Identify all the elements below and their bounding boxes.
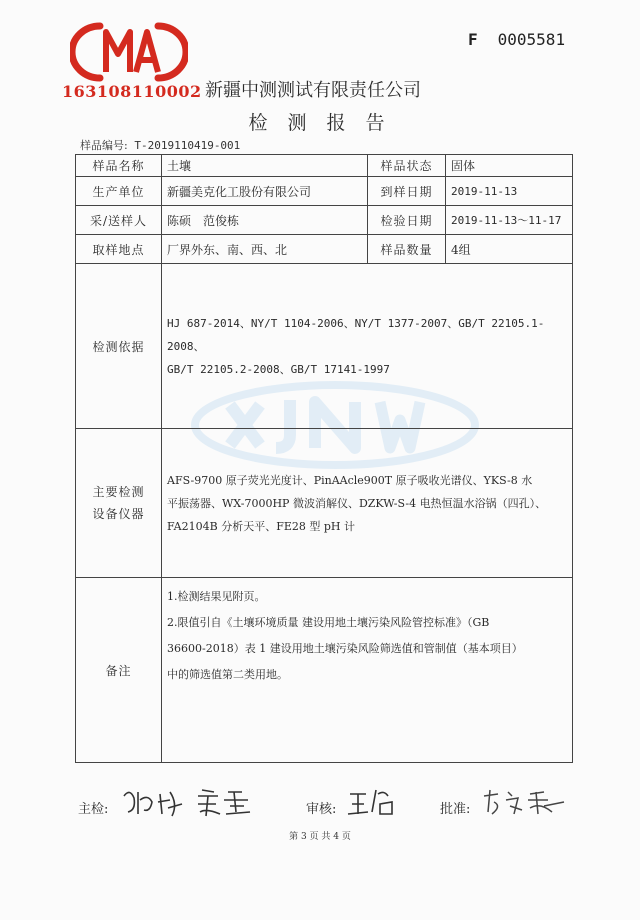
equipment-label-line-2: 设备仪器 — [92, 507, 145, 521]
company-name: 新疆中测测试有限责任公司 — [205, 80, 421, 101]
quantity-value: 4组 — [446, 235, 573, 264]
location-value: 厂界外东、南、西、北 — [162, 235, 368, 264]
approver-signature — [478, 782, 568, 822]
basis-label: 检测依据 — [76, 264, 162, 429]
remark-item-2-line-2: 36600-2018）表 1 建设用地土壤污染风险筛选值和管制值（基本项目） — [167, 642, 523, 655]
sampler-value: 陈硕 范俊栋 — [162, 206, 368, 235]
table-row — [76, 177, 573, 206]
report-title: 检 测 报 告 — [248, 112, 392, 134]
test-date-label: 检验日期 — [368, 206, 446, 235]
equipment-label-line-1: 主要检测 — [92, 485, 145, 499]
inspector-signature — [118, 782, 268, 822]
arrival-date-label: 到样日期 — [368, 177, 446, 206]
basis-line-1: HJ 687-2014、NY/T 1104-2006、NY/T 1377-2007、GB/T 22105.1-2008、 — [167, 316, 545, 353]
producer-label: 生产单位 — [76, 177, 162, 206]
table-row — [76, 155, 573, 177]
table-row — [76, 235, 573, 264]
equipment-label — [76, 429, 162, 578]
remark-item-1: 1.检测结果见附页。 — [167, 590, 266, 603]
basis-line-2: GB/T 22105.2-2008、GB/T 17141-1997 — [167, 362, 390, 376]
equipment-line-3: FA2104B 分析天平、FE28 型 pH 计 — [167, 519, 355, 533]
page-footer: 第 3 页 共 4 页 — [289, 832, 351, 842]
sample-name-value: 土壤 — [162, 155, 368, 177]
approver-label: 批准: — [440, 802, 471, 817]
arrival-date-value: 2019-11-13 — [446, 177, 573, 206]
remark-value — [162, 578, 573, 763]
report-serial — [468, 30, 565, 49]
table-row — [76, 206, 573, 235]
remark-item-2-line-1: 2.限值引自《土壤环境质量 建设用地土壤污染风险管控标准》（GB — [167, 616, 490, 629]
cma-logo — [70, 20, 188, 82]
sample-number — [80, 137, 240, 153]
reviewer-label: 审核: — [306, 802, 337, 817]
sample-number-label: 样品编号: — [80, 139, 128, 152]
quantity-label: 样品数量 — [368, 235, 446, 264]
serial-number: 0005581 — [497, 30, 566, 49]
location-label: 取样地点 — [76, 235, 162, 264]
sample-number-value: T-2019110419-001 — [134, 139, 241, 152]
equipment-line-2: 平振荡器、WX-7000HP 微波消解仪、DZKW-S-4 电热恒温水浴锅（四孔）、 — [167, 496, 547, 510]
cma-certificate-number: 163108110002 — [62, 82, 202, 101]
basis-value — [162, 264, 573, 429]
test-date-value: 2019-11-13～11-17 — [446, 206, 573, 235]
remark-item-2-line-3: 中的筛选值第二类用地。 — [167, 668, 288, 681]
sample-name-label: 样品名称 — [76, 155, 162, 177]
equipment-line-1: AFS-9700 原子荧光光度计、PinAAcle900T 原子吸收光谱仪、YKS-8 水 — [167, 473, 533, 487]
equipment-value — [162, 429, 573, 578]
report-info-table — [75, 154, 573, 763]
table-row — [76, 578, 573, 763]
table-row — [76, 429, 573, 578]
table-row — [76, 264, 573, 429]
serial-prefix: F — [468, 30, 478, 49]
sample-state-value: 固体 — [446, 155, 573, 177]
reviewer-signature — [346, 782, 406, 822]
producer-value: 新疆美克化工股份有限公司 — [162, 177, 368, 206]
sample-state-label: 样品状态 — [368, 155, 446, 177]
remark-label: 备注 — [76, 578, 162, 763]
sampler-label: 采/送样人 — [76, 206, 162, 235]
inspector-label: 主检: — [78, 802, 109, 817]
